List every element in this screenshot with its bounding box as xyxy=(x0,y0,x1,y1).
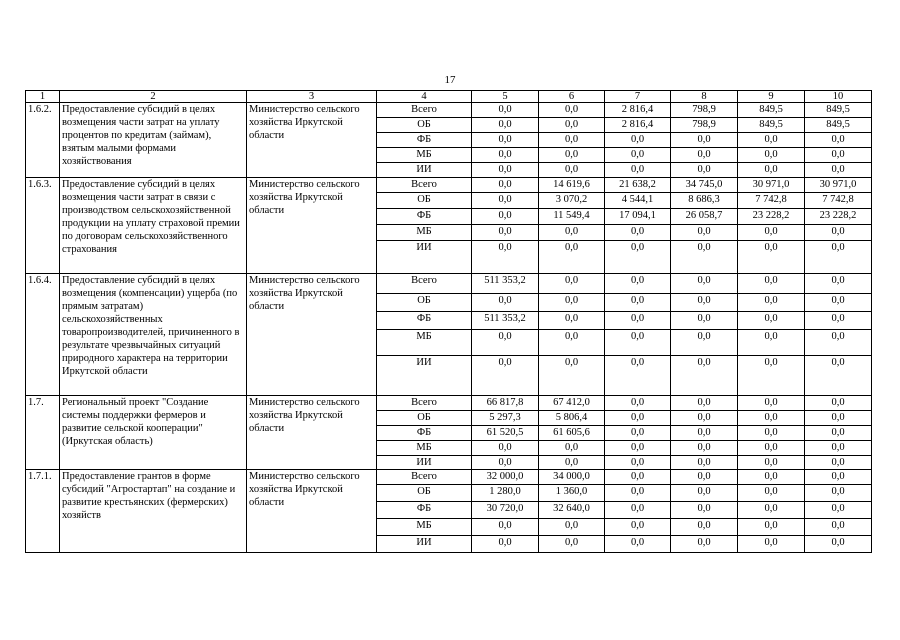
amount-cell: 0,0 xyxy=(671,225,738,241)
amount-cell: 11 549,4 xyxy=(539,209,605,225)
amount-cell: 2 816,4 xyxy=(605,103,671,118)
amount-cell: 0,0 xyxy=(605,536,671,553)
column-header: 4 xyxy=(377,91,472,103)
amount-cell: 0,0 xyxy=(539,356,605,396)
table-row xyxy=(26,396,872,411)
column-header: 3 xyxy=(247,91,377,103)
funding-source: ИИ xyxy=(377,241,472,274)
amount-cell: 32 640,0 xyxy=(539,502,605,519)
amount-cell: 0,0 xyxy=(472,148,539,163)
funding-source: ИИ xyxy=(377,356,472,396)
amount-cell: 0,0 xyxy=(472,209,539,225)
amount-cell: 0,0 xyxy=(805,312,872,330)
amount-cell: 849,5 xyxy=(805,103,872,118)
amount-cell: 0,0 xyxy=(671,536,738,553)
funding-source: ОБ xyxy=(377,294,472,312)
amount-cell: 0,0 xyxy=(605,470,671,485)
amount-cell: 23 228,2 xyxy=(805,209,872,225)
amount-cell: 0,0 xyxy=(671,356,738,396)
amount-cell: 30 720,0 xyxy=(472,502,539,519)
amount-cell: 0,0 xyxy=(805,441,872,456)
amount-cell: 0,0 xyxy=(472,193,539,209)
funding-source: Всего xyxy=(377,178,472,193)
amount-cell: 0,0 xyxy=(738,485,805,502)
funding-source: ОБ xyxy=(377,485,472,502)
amount-cell: 0,0 xyxy=(671,441,738,456)
item-code: 1.7.1. xyxy=(26,470,60,553)
table-row xyxy=(26,103,872,118)
amount-cell: 26 058,7 xyxy=(671,209,738,225)
amount-cell: 5 297,3 xyxy=(472,411,539,426)
item-title: Предоставление грантов в форме субсидий "Агростартап" на создание и развитие крестьянских (фермерских) хозяйств xyxy=(60,470,247,553)
amount-cell: 0,0 xyxy=(805,426,872,441)
amount-cell: 0,0 xyxy=(605,148,671,163)
amount-cell: 0,0 xyxy=(605,485,671,502)
amount-cell: 0,0 xyxy=(472,178,539,193)
amount-cell: 0,0 xyxy=(671,294,738,312)
amount-cell: 0,0 xyxy=(738,241,805,274)
item-code: 1.6.2. xyxy=(26,103,60,178)
funding-source: МБ xyxy=(377,519,472,536)
funding-source: ИИ xyxy=(377,456,472,470)
amount-cell: 7 742,8 xyxy=(738,193,805,209)
amount-cell: 0,0 xyxy=(605,441,671,456)
funding-source: МБ xyxy=(377,148,472,163)
amount-cell: 0,0 xyxy=(671,148,738,163)
amount-cell: 0,0 xyxy=(805,225,872,241)
amount-cell: 0,0 xyxy=(472,133,539,148)
amount-cell: 0,0 xyxy=(738,456,805,470)
amount-cell: 0,0 xyxy=(671,330,738,356)
funding-source: МБ xyxy=(377,330,472,356)
amount-cell: 0,0 xyxy=(605,133,671,148)
amount-cell: 0,0 xyxy=(472,103,539,118)
amount-cell: 0,0 xyxy=(605,411,671,426)
amount-cell: 0,0 xyxy=(738,470,805,485)
amount-cell: 0,0 xyxy=(738,133,805,148)
amount-cell: 0,0 xyxy=(805,502,872,519)
amount-cell: 32 000,0 xyxy=(472,470,539,485)
item-title: Предоставление субсидий в целях возмещения (компенсации) ущерба (по прямым затратам) сельскохозяйственных товаропроизводителей, причиненного в результате чрезвычайных ситуаций природного характера на территории Иркутской области xyxy=(60,274,247,396)
amount-cell: 5 806,4 xyxy=(539,411,605,426)
amount-cell: 1 280,0 xyxy=(472,485,539,502)
column-header: 8 xyxy=(671,91,738,103)
amount-cell: 0,0 xyxy=(738,330,805,356)
amount-cell: 66 817,8 xyxy=(472,396,539,411)
amount-cell: 0,0 xyxy=(605,356,671,396)
column-header: 6 xyxy=(539,91,605,103)
amount-cell: 0,0 xyxy=(671,411,738,426)
amount-cell: 61 605,6 xyxy=(539,426,605,441)
funding-source: ОБ xyxy=(377,193,472,209)
amount-cell: 21 638,2 xyxy=(605,178,671,193)
amount-cell: 0,0 xyxy=(539,103,605,118)
amount-cell: 0,0 xyxy=(539,294,605,312)
amount-cell: 0,0 xyxy=(805,456,872,470)
amount-cell: 0,0 xyxy=(472,330,539,356)
funding-source: ФБ xyxy=(377,133,472,148)
amount-cell: 0,0 xyxy=(738,441,805,456)
amount-cell: 0,0 xyxy=(805,411,872,426)
item-code: 1.6.4. xyxy=(26,274,60,396)
amount-cell: 0,0 xyxy=(738,396,805,411)
amount-cell: 0,0 xyxy=(605,225,671,241)
amount-cell: 0,0 xyxy=(671,274,738,294)
amount-cell: 0,0 xyxy=(805,485,872,502)
amount-cell: 0,0 xyxy=(738,274,805,294)
amount-cell: 0,0 xyxy=(539,148,605,163)
amount-cell: 2 816,4 xyxy=(605,118,671,133)
budget-table xyxy=(25,90,872,553)
funding-source: ИИ xyxy=(377,163,472,178)
amount-cell: 0,0 xyxy=(805,274,872,294)
item-executor: Министерство сельского хозяйства Иркутской области xyxy=(247,103,377,178)
funding-source: ОБ xyxy=(377,411,472,426)
amount-cell: 0,0 xyxy=(539,441,605,456)
item-title: Предоставление субсидий в целях возмещения части затрат в связи с производством сельскохозяйственной продукции на уплату страховой премии по договорам сельскохозяйственного страхования xyxy=(60,178,247,274)
amount-cell: 0,0 xyxy=(539,519,605,536)
funding-source: ФБ xyxy=(377,426,472,441)
amount-cell: 849,5 xyxy=(738,118,805,133)
item-executor: Министерство сельского хозяйства Иркутской области xyxy=(247,396,377,470)
amount-cell: 0,0 xyxy=(472,225,539,241)
amount-cell: 0,0 xyxy=(805,330,872,356)
amount-cell: 61 520,5 xyxy=(472,426,539,441)
amount-cell: 0,0 xyxy=(472,163,539,178)
amount-cell: 0,0 xyxy=(539,225,605,241)
amount-cell: 0,0 xyxy=(738,312,805,330)
amount-cell: 798,9 xyxy=(671,103,738,118)
amount-cell: 0,0 xyxy=(472,519,539,536)
amount-cell: 0,0 xyxy=(472,356,539,396)
item-title: Региональный проект "Создание системы поддержки фермеров и развитие сельской кооперации" (Иркутская область) xyxy=(60,396,247,470)
amount-cell: 0,0 xyxy=(671,241,738,274)
amount-cell: 0,0 xyxy=(605,312,671,330)
amount-cell: 0,0 xyxy=(539,536,605,553)
amount-cell: 0,0 xyxy=(805,396,872,411)
funding-source: МБ xyxy=(377,441,472,456)
amount-cell: 30 971,0 xyxy=(805,178,872,193)
column-header: 5 xyxy=(472,91,539,103)
amount-cell: 0,0 xyxy=(805,536,872,553)
funding-source: Всего xyxy=(377,396,472,411)
amount-cell: 0,0 xyxy=(539,133,605,148)
amount-cell: 0,0 xyxy=(605,241,671,274)
column-header: 7 xyxy=(605,91,671,103)
amount-cell: 0,0 xyxy=(472,241,539,274)
amount-cell: 849,5 xyxy=(805,118,872,133)
amount-cell: 0,0 xyxy=(539,330,605,356)
amount-cell: 3 070,2 xyxy=(539,193,605,209)
funding-source: МБ xyxy=(377,225,472,241)
item-executor: Министерство сельского хозяйства Иркутской области xyxy=(247,470,377,553)
table-body xyxy=(26,91,872,553)
funding-source: ОБ xyxy=(377,118,472,133)
amount-cell: 0,0 xyxy=(738,163,805,178)
amount-cell: 0,0 xyxy=(738,502,805,519)
amount-cell: 0,0 xyxy=(539,118,605,133)
item-executor: Министерство сельского хозяйства Иркутской области xyxy=(247,178,377,274)
amount-cell: 0,0 xyxy=(805,133,872,148)
amount-cell: 0,0 xyxy=(539,274,605,294)
amount-cell: 0,0 xyxy=(671,519,738,536)
amount-cell: 0,0 xyxy=(671,396,738,411)
amount-cell: 0,0 xyxy=(605,456,671,470)
amount-cell: 0,0 xyxy=(671,133,738,148)
amount-cell: 8 686,3 xyxy=(671,193,738,209)
funding-source: Всего xyxy=(377,103,472,118)
amount-cell: 0,0 xyxy=(472,118,539,133)
column-header: 1 xyxy=(26,91,60,103)
amount-cell: 67 412,0 xyxy=(539,396,605,411)
amount-cell: 0,0 xyxy=(539,312,605,330)
amount-cell: 17 094,1 xyxy=(605,209,671,225)
column-header: 10 xyxy=(805,91,872,103)
amount-cell: 0,0 xyxy=(738,148,805,163)
amount-cell: 1 360,0 xyxy=(539,485,605,502)
funding-source: ФБ xyxy=(377,209,472,225)
amount-cell: 0,0 xyxy=(738,519,805,536)
amount-cell: 0,0 xyxy=(738,356,805,396)
amount-cell: 0,0 xyxy=(472,536,539,553)
amount-cell: 0,0 xyxy=(805,294,872,312)
amount-cell: 798,9 xyxy=(671,118,738,133)
page-number: 17 xyxy=(444,74,456,86)
amount-cell: 0,0 xyxy=(738,225,805,241)
amount-cell: 0,0 xyxy=(539,456,605,470)
amount-cell: 0,0 xyxy=(671,312,738,330)
amount-cell: 0,0 xyxy=(738,411,805,426)
amount-cell: 0,0 xyxy=(671,485,738,502)
amount-cell: 0,0 xyxy=(605,330,671,356)
amount-cell: 0,0 xyxy=(605,274,671,294)
amount-cell: 0,0 xyxy=(605,426,671,441)
column-header: 9 xyxy=(738,91,805,103)
amount-cell: 0,0 xyxy=(472,294,539,312)
amount-cell: 0,0 xyxy=(805,241,872,274)
amount-cell: 0,0 xyxy=(805,470,872,485)
amount-cell: 0,0 xyxy=(472,456,539,470)
amount-cell: 511 353,2 xyxy=(472,312,539,330)
amount-cell: 0,0 xyxy=(605,163,671,178)
amount-cell: 0,0 xyxy=(539,241,605,274)
amount-cell: 0,0 xyxy=(605,294,671,312)
amount-cell: 0,0 xyxy=(671,163,738,178)
amount-cell: 0,0 xyxy=(738,426,805,441)
funding-source: ИИ xyxy=(377,536,472,553)
amount-cell: 0,0 xyxy=(805,356,872,396)
item-title: Предоставление субсидий в целях возмещения части затрат на уплату процентов по кредитам (займам), взятым малыми формами хозяйствования xyxy=(60,103,247,178)
item-code: 1.6.3. xyxy=(26,178,60,274)
amount-cell: 23 228,2 xyxy=(738,209,805,225)
funding-source: Всего xyxy=(377,274,472,294)
amount-cell: 0,0 xyxy=(671,470,738,485)
amount-cell: 0,0 xyxy=(605,502,671,519)
amount-cell: 0,0 xyxy=(738,536,805,553)
amount-cell: 0,0 xyxy=(605,396,671,411)
funding-source: ФБ xyxy=(377,312,472,330)
amount-cell: 0,0 xyxy=(605,519,671,536)
amount-cell: 4 544,1 xyxy=(605,193,671,209)
item-code: 1.7. xyxy=(26,396,60,470)
funding-source: Всего xyxy=(377,470,472,485)
amount-cell: 849,5 xyxy=(738,103,805,118)
column-header: 2 xyxy=(60,91,247,103)
table-row xyxy=(26,470,872,485)
amount-cell: 511 353,2 xyxy=(472,274,539,294)
table-row xyxy=(26,274,872,294)
amount-cell: 34 000,0 xyxy=(539,470,605,485)
amount-cell: 30 971,0 xyxy=(738,178,805,193)
amount-cell: 0,0 xyxy=(805,148,872,163)
amount-cell: 0,0 xyxy=(539,163,605,178)
amount-cell: 0,0 xyxy=(671,502,738,519)
amount-cell: 0,0 xyxy=(805,519,872,536)
amount-cell: 34 745,0 xyxy=(671,178,738,193)
amount-cell: 7 742,8 xyxy=(805,193,872,209)
amount-cell: 0,0 xyxy=(738,294,805,312)
table-row xyxy=(26,178,872,193)
amount-cell: 0,0 xyxy=(805,163,872,178)
amount-cell: 0,0 xyxy=(472,441,539,456)
amount-cell: 14 619,6 xyxy=(539,178,605,193)
item-executor: Министерство сельского хозяйства Иркутской области xyxy=(247,274,377,396)
column-header-row xyxy=(26,91,872,103)
amount-cell: 0,0 xyxy=(671,426,738,441)
amount-cell: 0,0 xyxy=(671,456,738,470)
funding-source: ФБ xyxy=(377,502,472,519)
